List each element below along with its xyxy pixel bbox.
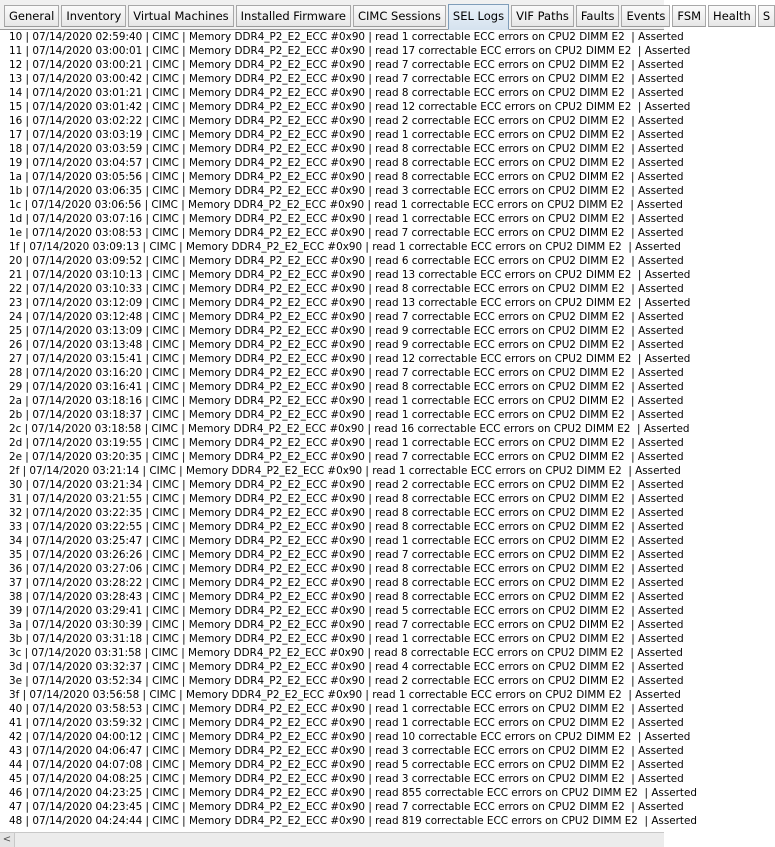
tab-events[interactable]: Events bbox=[621, 5, 670, 27]
log-line: 3a | 07/14/2020 03:30:39 | CIMC | Memory DDR4_P2_E2_ECC #0x90 | read 7 correctable ECC errors on CPU2 DIMM E2 | Asserted bbox=[9, 619, 684, 631]
log-line: 42 | 07/14/2020 04:00:12 | CIMC | Memory DDR4_P2_E2_ECC #0x90 | read 10 correctable ECC errors on CPU2 DIMM E2 | Asserted bbox=[9, 731, 691, 743]
tab-health[interactable]: Health bbox=[708, 5, 756, 27]
tab-s[interactable]: S bbox=[758, 5, 775, 27]
log-line: 32 | 07/14/2020 03:22:35 | CIMC | Memory DDR4_P2_E2_ECC #0x90 | read 8 correctable ECC errors on CPU2 DIMM E2 | Asserted bbox=[9, 507, 684, 519]
log-line: 3d | 07/14/2020 03:32:37 | CIMC | Memory DDR4_P2_E2_ECC #0x90 | read 4 correctable ECC errors on CPU2 DIMM E2 | Asserted bbox=[9, 661, 684, 673]
log-line: 3f | 07/14/2020 03:56:58 | CIMC | Memory DDR4_P2_E2_ECC #0x90 | read 1 correctable ECC errors on CPU2 DIMM E2 | Asserted bbox=[9, 689, 681, 701]
log-line: 14 | 07/14/2020 03:01:21 | CIMC | Memory DDR4_P2_E2_ECC #0x90 | read 8 correctable ECC errors on CPU2 DIMM E2 | Asserted bbox=[9, 87, 684, 99]
log-line: 11 | 07/14/2020 03:00:01 | CIMC | Memory DDR4_P2_E2_ECC #0x90 | read 17 correctable ECC errors on CPU2 DIMM E2 | Asserted bbox=[9, 45, 691, 57]
log-line: 2d | 07/14/2020 03:19:55 | CIMC | Memory DDR4_P2_E2_ECC #0x90 | read 1 correctable ECC errors on CPU2 DIMM E2 | Asserted bbox=[9, 437, 684, 449]
log-line: 44 | 07/14/2020 04:07:08 | CIMC | Memory DDR4_P2_E2_ECC #0x90 | read 5 correctable ECC errors on CPU2 DIMM E2 | Asserted bbox=[9, 759, 684, 771]
log-line: 41 | 07/14/2020 03:59:32 | CIMC | Memory DDR4_P2_E2_ECC #0x90 | read 1 correctable ECC errors on CPU2 DIMM E2 | Asserted bbox=[9, 717, 684, 729]
log-line: 17 | 07/14/2020 03:03:19 | CIMC | Memory DDR4_P2_E2_ECC #0x90 | read 1 correctable ECC errors on CPU2 DIMM E2 | Asserted bbox=[9, 129, 684, 141]
tab-sel-logs[interactable]: SEL Logs bbox=[448, 4, 509, 30]
tab-fsm[interactable]: FSM bbox=[672, 5, 706, 27]
log-line: 16 | 07/14/2020 03:02:22 | CIMC | Memory DDR4_P2_E2_ECC #0x90 | read 2 correctable ECC errors on CPU2 DIMM E2 | Asserted bbox=[9, 115, 684, 127]
tab-general[interactable]: General bbox=[4, 5, 59, 27]
log-line: 45 | 07/14/2020 04:08:25 | CIMC | Memory DDR4_P2_E2_ECC #0x90 | read 3 correctable ECC errors on CPU2 DIMM E2 | Asserted bbox=[9, 773, 684, 785]
log-line: 34 | 07/14/2020 03:25:47 | CIMC | Memory DDR4_P2_E2_ECC #0x90 | read 1 correctable ECC errors on CPU2 DIMM E2 | Asserted bbox=[9, 535, 684, 547]
log-line: 36 | 07/14/2020 03:27:06 | CIMC | Memory DDR4_P2_E2_ECC #0x90 | read 8 correctable ECC errors on CPU2 DIMM E2 | Asserted bbox=[9, 563, 684, 575]
log-line: 38 | 07/14/2020 03:28:43 | CIMC | Memory DDR4_P2_E2_ECC #0x90 | read 8 correctable ECC errors on CPU2 DIMM E2 | Asserted bbox=[9, 591, 684, 603]
log-line: 24 | 07/14/2020 03:12:48 | CIMC | Memory DDR4_P2_E2_ECC #0x90 | read 7 correctable ECC errors on CPU2 DIMM E2 | Asserted bbox=[9, 311, 684, 323]
log-line: 33 | 07/14/2020 03:22:55 | CIMC | Memory DDR4_P2_E2_ECC #0x90 | read 8 correctable ECC errors on CPU2 DIMM E2 | Asserted bbox=[9, 521, 684, 533]
log-line: 13 | 07/14/2020 03:00:42 | CIMC | Memory DDR4_P2_E2_ECC #0x90 | read 7 correctable ECC errors on CPU2 DIMM E2 | Asserted bbox=[9, 73, 684, 85]
tab-installed-firmware[interactable]: Installed Firmware bbox=[236, 5, 351, 27]
log-line: 3c | 07/14/2020 03:31:58 | CIMC | Memory DDR4_P2_E2_ECC #0x90 | read 8 correctable ECC errors on CPU2 DIMM E2 | Asserted bbox=[9, 647, 683, 659]
tab-cimc-sessions[interactable]: CIMC Sessions bbox=[353, 5, 446, 27]
log-line: 1e | 07/14/2020 03:08:53 | CIMC | Memory DDR4_P2_E2_ECC #0x90 | read 7 correctable ECC errors on CPU2 DIMM E2 | Asserted bbox=[9, 227, 684, 239]
tab-bar bbox=[0, 0, 771, 30]
log-line: 2c | 07/14/2020 03:18:58 | CIMC | Memory DDR4_P2_E2_ECC #0x90 | read 16 correctable ECC errors on CPU2 DIMM E2 | Asserted bbox=[9, 423, 690, 435]
log-line: 1d | 07/14/2020 03:07:16 | CIMC | Memory DDR4_P2_E2_ECC #0x90 | read 1 correctable ECC errors on CPU2 DIMM E2 | Asserted bbox=[9, 213, 684, 225]
log-line: 18 | 07/14/2020 03:03:59 | CIMC | Memory DDR4_P2_E2_ECC #0x90 | read 8 correctable ECC errors on CPU2 DIMM E2 | Asserted bbox=[9, 143, 684, 155]
log-line: 3b | 07/14/2020 03:31:18 | CIMC | Memory DDR4_P2_E2_ECC #0x90 | read 1 correctable ECC errors on CPU2 DIMM E2 | Asserted bbox=[9, 633, 684, 645]
log-line: 25 | 07/14/2020 03:13:09 | CIMC | Memory DDR4_P2_E2_ECC #0x90 | read 9 correctable ECC errors on CPU2 DIMM E2 | Asserted bbox=[9, 325, 684, 337]
sel-log-text-area[interactable] bbox=[0, 30, 697, 832]
horizontal-scrollbar[interactable] bbox=[0, 832, 664, 847]
log-line: 48 | 07/14/2020 04:24:44 | CIMC | Memory DDR4_P2_E2_ECC #0x90 | read 819 correctable ECC errors on CPU2 DIMM E2 | Asserted bbox=[9, 815, 697, 827]
tab-inventory[interactable]: Inventory bbox=[61, 5, 126, 27]
log-line: 1a | 07/14/2020 03:05:56 | CIMC | Memory DDR4_P2_E2_ECC #0x90 | read 8 correctable ECC errors on CPU2 DIMM E2 | Asserted bbox=[9, 171, 684, 183]
log-line: 21 | 07/14/2020 03:10:13 | CIMC | Memory DDR4_P2_E2_ECC #0x90 | read 13 correctable ECC errors on CPU2 DIMM E2 | Asserted bbox=[9, 269, 691, 281]
log-line: 43 | 07/14/2020 04:06:47 | CIMC | Memory DDR4_P2_E2_ECC #0x90 | read 3 correctable ECC errors on CPU2 DIMM E2 | Asserted bbox=[9, 745, 684, 757]
log-line: 3e | 07/14/2020 03:52:34 | CIMC | Memory DDR4_P2_E2_ECC #0x90 | read 2 correctable ECC errors on CPU2 DIMM E2 | Asserted bbox=[9, 675, 684, 687]
log-line: 23 | 07/14/2020 03:12:09 | CIMC | Memory DDR4_P2_E2_ECC #0x90 | read 13 correctable ECC errors on CPU2 DIMM E2 | Asserted bbox=[9, 297, 691, 309]
log-line: 1c | 07/14/2020 03:06:56 | CIMC | Memory DDR4_P2_E2_ECC #0x90 | read 1 correctable ECC errors on CPU2 DIMM E2 | Asserted bbox=[9, 199, 683, 211]
log-line: 15 | 07/14/2020 03:01:42 | CIMC | Memory DDR4_P2_E2_ECC #0x90 | read 12 correctable ECC errors on CPU2 DIMM E2 | Asserted bbox=[9, 101, 691, 113]
scroll-left-button[interactable] bbox=[0, 833, 15, 847]
log-line: 28 | 07/14/2020 03:16:20 | CIMC | Memory DDR4_P2_E2_ECC #0x90 | read 7 correctable ECC errors on CPU2 DIMM E2 | Asserted bbox=[9, 367, 684, 379]
chevron-left-icon: < bbox=[2, 834, 12, 845]
log-line: 46 | 07/14/2020 04:23:25 | CIMC | Memory DDR4_P2_E2_ECC #0x90 | read 855 correctable ECC errors on CPU2 DIMM E2 | Asserted bbox=[9, 787, 697, 799]
log-line: 2f | 07/14/2020 03:21:14 | CIMC | Memory DDR4_P2_E2_ECC #0x90 | read 1 correctable ECC errors on CPU2 DIMM E2 | Asserted bbox=[9, 465, 681, 477]
log-line: 31 | 07/14/2020 03:21:55 | CIMC | Memory DDR4_P2_E2_ECC #0x90 | read 8 correctable ECC errors on CPU2 DIMM E2 | Asserted bbox=[9, 493, 684, 505]
log-line: 2a | 07/14/2020 03:18:16 | CIMC | Memory DDR4_P2_E2_ECC #0x90 | read 1 correctable ECC errors on CPU2 DIMM E2 | Asserted bbox=[9, 395, 684, 407]
log-line: 1b | 07/14/2020 03:06:35 | CIMC | Memory DDR4_P2_E2_ECC #0x90 | read 3 correctable ECC errors on CPU2 DIMM E2 | Asserted bbox=[9, 185, 684, 197]
log-line: 30 | 07/14/2020 03:21:34 | CIMC | Memory DDR4_P2_E2_ECC #0x90 | read 2 correctable ECC errors on CPU2 DIMM E2 | Asserted bbox=[9, 479, 684, 491]
log-line: 12 | 07/14/2020 03:00:21 | CIMC | Memory DDR4_P2_E2_ECC #0x90 | read 7 correctable ECC errors on CPU2 DIMM E2 | Asserted bbox=[9, 59, 684, 71]
log-line: 27 | 07/14/2020 03:15:41 | CIMC | Memory DDR4_P2_E2_ECC #0x90 | read 12 correctable ECC errors on CPU2 DIMM E2 | Asserted bbox=[9, 353, 691, 365]
log-line: 2b | 07/14/2020 03:18:37 | CIMC | Memory DDR4_P2_E2_ECC #0x90 | read 1 correctable ECC errors on CPU2 DIMM E2 | Asserted bbox=[9, 409, 684, 421]
log-line: 22 | 07/14/2020 03:10:33 | CIMC | Memory DDR4_P2_E2_ECC #0x90 | read 8 correctable ECC errors on CPU2 DIMM E2 | Asserted bbox=[9, 283, 684, 295]
tab-faults[interactable]: Faults bbox=[576, 5, 620, 27]
log-line: 40 | 07/14/2020 03:58:53 | CIMC | Memory DDR4_P2_E2_ECC #0x90 | read 1 correctable ECC errors on CPU2 DIMM E2 | Asserted bbox=[9, 703, 684, 715]
log-line: 47 | 07/14/2020 04:23:45 | CIMC | Memory DDR4_P2_E2_ECC #0x90 | read 7 correctable ECC errors on CPU2 DIMM E2 | Asserted bbox=[9, 801, 684, 813]
scrollbar-track[interactable] bbox=[15, 833, 664, 847]
log-line: 10 | 07/14/2020 02:59:40 | CIMC | Memory DDR4_P2_E2_ECC #0x90 | read 1 correctable ECC errors on CPU2 DIMM E2 | Asserted bbox=[9, 31, 684, 43]
log-line: 20 | 07/14/2020 03:09:52 | CIMC | Memory DDR4_P2_E2_ECC #0x90 | read 6 correctable ECC errors on CPU2 DIMM E2 | Asserted bbox=[9, 255, 684, 267]
log-line: 2e | 07/14/2020 03:20:35 | CIMC | Memory DDR4_P2_E2_ECC #0x90 | read 7 correctable ECC errors on CPU2 DIMM E2 | Asserted bbox=[9, 451, 684, 463]
log-line: 1f | 07/14/2020 03:09:13 | CIMC | Memory DDR4_P2_E2_ECC #0x90 | read 1 correctable ECC errors on CPU2 DIMM E2 | Asserted bbox=[9, 241, 681, 253]
log-line: 37 | 07/14/2020 03:28:22 | CIMC | Memory DDR4_P2_E2_ECC #0x90 | read 8 correctable ECC errors on CPU2 DIMM E2 | Asserted bbox=[9, 577, 684, 589]
tab-virtual-machines[interactable]: Virtual Machines bbox=[128, 5, 233, 27]
tab-vif-paths[interactable]: VIF Paths bbox=[511, 5, 574, 27]
log-line: 19 | 07/14/2020 03:04:57 | CIMC | Memory DDR4_P2_E2_ECC #0x90 | read 8 correctable ECC errors on CPU2 DIMM E2 | Asserted bbox=[9, 157, 684, 169]
log-line: 39 | 07/14/2020 03:29:41 | CIMC | Memory DDR4_P2_E2_ECC #0x90 | read 5 correctable ECC errors on CPU2 DIMM E2 | Asserted bbox=[9, 605, 684, 617]
log-line: 35 | 07/14/2020 03:26:26 | CIMC | Memory DDR4_P2_E2_ECC #0x90 | read 7 correctable ECC errors on CPU2 DIMM E2 | Asserted bbox=[9, 549, 684, 561]
log-line: 26 | 07/14/2020 03:13:48 | CIMC | Memory DDR4_P2_E2_ECC #0x90 | read 9 correctable ECC errors on CPU2 DIMM E2 | Asserted bbox=[9, 339, 684, 351]
log-line: 29 | 07/14/2020 03:16:41 | CIMC | Memory DDR4_P2_E2_ECC #0x90 | read 8 correctable ECC errors on CPU2 DIMM E2 | Asserted bbox=[9, 381, 684, 393]
